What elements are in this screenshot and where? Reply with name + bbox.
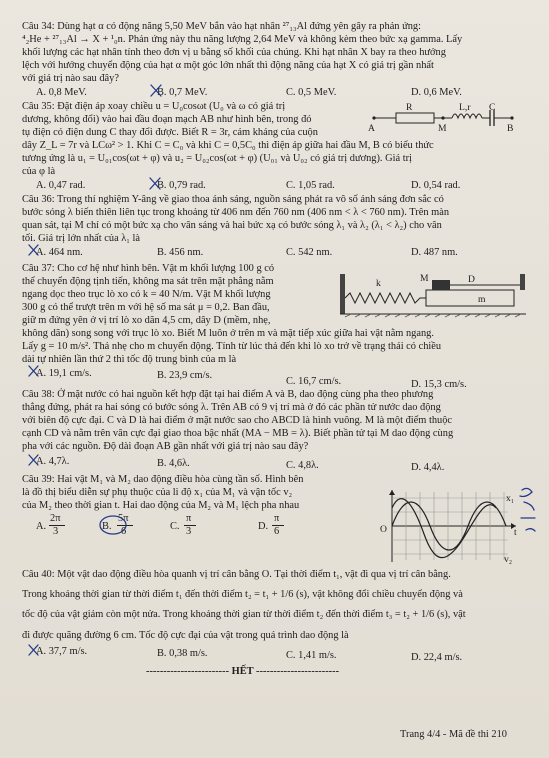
q39-option-a-letter: A. bbox=[36, 521, 47, 532]
q37-line-5: giữ m đứng yên ở vị trí lò xo dãn 4,5 cm, dây D (mềm, nhẹ, bbox=[22, 315, 271, 326]
q35-line-5: tương ứng là u₁ = U₀₁cos(ωt + φ) và u₂ = U₀₂cos(ωt + φ) (U₀₁ và U₀₂ có giá trị dương). Giá trị bbox=[22, 153, 412, 164]
q39-line-1: Câu 39: Hai vật M₁ và M₂ dao động điều hòa cùng tần số. Hình bên bbox=[22, 474, 304, 485]
q37-line-6: không dãn) song song với trục lò xo. Biết M luôn ở trên m và mặt tiếp xúc giữa hai vật nằm ngang. bbox=[22, 328, 434, 339]
q38-line-2: thẳng đứng, phát ra hai sóng có bước sóng λ. Trên AB có 9 vị trí mà ở đó các phần tử nước dao động bbox=[22, 402, 441, 413]
q36-line-4: tối. Giá trị lớn nhất của λ₁ là bbox=[22, 233, 141, 244]
pen-mark-q38-a bbox=[29, 455, 38, 465]
q40-option-b: B. 0,38 m/s. bbox=[157, 648, 208, 659]
figure-label-d: D bbox=[468, 274, 475, 285]
q35-option-a: A. 0,47 rad. bbox=[36, 180, 86, 191]
q38-line-1: Câu 38: Ở mặt nước có hai nguồn kết hợp đặt tại hai điểm A và B, dao động cùng pha theo phương bbox=[22, 389, 434, 400]
q36-option-a: A. 464 nm. bbox=[36, 247, 83, 258]
q38-line-5: pha với các nguồn. Độ dài đoạn AB gần nhất với giá trị nào sau đây? bbox=[22, 441, 309, 452]
q34-option-b: B. 0,7 MeV. bbox=[157, 87, 208, 98]
end-mark: ------------------------ HẾT ------------------------ bbox=[146, 666, 340, 677]
q39-option-c-letter: C. bbox=[170, 521, 180, 532]
q36-line-2: bước sóng λ biến thiên liên tục trong khoảng từ 406 nm đến 760 nm (406 nm < λ < 760 nm). Trên màn bbox=[22, 207, 450, 218]
pen-mark-q40-a bbox=[29, 645, 38, 655]
q39-option-c-den: 3 bbox=[186, 526, 192, 537]
q35-line-2: dương, không đổi) vào hai đầu đoạn mạch AB như hình bên, trong đó bbox=[22, 114, 312, 125]
q35-option-b: B. 0,79 rad. bbox=[157, 180, 206, 191]
q35-line-1: Câu 35: Đặt điện áp xoay chiều u = U₀cosωt (U₀ và ω có giá trị bbox=[22, 101, 286, 112]
q40-line-3: tốc độ của vật giảm còn một nửa. Trong khoảng thời gian từ thời điểm t₂ đến thời điểm t₃ = t₂ + 1/6 (s), vật bbox=[22, 609, 466, 620]
circuit-label-lr: L,r bbox=[459, 102, 471, 113]
q34-line-5: với giá trị nào sau đây? bbox=[22, 73, 119, 84]
circuit-label-a: A bbox=[368, 123, 375, 134]
graph-label-t: t bbox=[514, 527, 517, 538]
circuit-label-b: B bbox=[507, 123, 514, 134]
q39-option-c-num: π bbox=[186, 513, 192, 524]
pen-mark-q34-b bbox=[151, 85, 161, 96]
q36-option-c: C. 542 nm. bbox=[286, 247, 333, 258]
q39-option-d-den: 6 bbox=[274, 526, 280, 537]
pen-circle-q39-b bbox=[100, 516, 126, 534]
q38-option-d: D. 4,4λ. bbox=[411, 462, 445, 473]
q37-option-a: A. 19,1 cm/s. bbox=[36, 368, 92, 379]
q39-option-d-letter: D. bbox=[258, 521, 269, 532]
q39-option-a-den: 3 bbox=[53, 526, 59, 537]
q35-option-d: D. 0,54 rad. bbox=[411, 180, 461, 191]
q37-line-2: thể chuyển động tịnh tiến, không ma sát trên mặt phẳng nằm bbox=[22, 276, 274, 287]
q40-line-1: Câu 40: Một vật dao động điều hòa quanh vị trí cân bằng O. Tại thời điểm t₁, vật đi qua vị trí cân bằng. bbox=[22, 569, 451, 580]
q40-line-4: đi được quãng đường 6 cm. Tốc độ cực đại của vật trong quá trình dao động là bbox=[22, 630, 349, 641]
figure-label-k: k bbox=[376, 278, 381, 289]
page-footer: Trang 4/4 - Mã đề thi 210 bbox=[400, 729, 507, 740]
q37-line-7: Lấy g = 10 m/s². Thả nhẹ cho m chuyển động. Tính từ lúc thả đến khi lò xo trở về trạng thái có chiều bbox=[22, 341, 442, 352]
q36-line-3: quan sát, tại M chỉ có một bức xạ cho vân sáng và hai bức xạ có bước sóng λ₁ và λ₂ (λ₁ < λ₂) cho vân bbox=[22, 220, 442, 231]
q37-line-1: Câu 37: Cho cơ hệ như hình bên. Vật m khối lượng 100 g có bbox=[22, 263, 275, 274]
graph-label-origin: O bbox=[380, 524, 387, 535]
q34-line-3: khối lượng các hạt nhân tính theo đơn vị u bằng số khối của chúng. Khi hạt nhân X bay ra theo hướng bbox=[22, 47, 446, 58]
circuit-label-c: C bbox=[489, 102, 496, 113]
q38-option-b: B. 4,6λ. bbox=[157, 458, 190, 469]
q39-option-b-letter: B. bbox=[102, 521, 112, 532]
circuit-label-m: M bbox=[438, 123, 447, 134]
q39-option-a-num: 2π bbox=[50, 513, 61, 524]
q37-line-8: dài tự nhiên lần thứ 2 thì tốc độ trung bình của m là bbox=[22, 354, 237, 365]
graph-label-x1: x₁ bbox=[506, 493, 515, 504]
q40-line-2: Trong khoảng thời gian từ thời điểm t₁ đến thời điểm t₂ = t₁ + 1/6 (s), vật không đổi chiều chuyển động và bbox=[22, 589, 463, 600]
q40-option-d: D. 22,4 m/s. bbox=[411, 652, 463, 663]
circuit-label-r: R bbox=[406, 102, 413, 113]
q38-line-3: với biên độ cực đại. C và D là hai điểm ở mặt nước sao cho ABCD là hình vuông. M là một điểm thuộc bbox=[22, 415, 453, 426]
q40-option-a: A. 37,7 m/s. bbox=[36, 646, 88, 657]
q39-option-b-den: 6 bbox=[121, 526, 127, 537]
q35-line-3: tụ điện có điện dung C thay đổi được. Biết R = 3r, cảm kháng của cuộn bbox=[22, 127, 318, 138]
q34-line-1: Câu 34: Dùng hạt α có động năng 5,50 MeV bắn vào hạt nhân ²⁷₁₃Al đứng yên gây ra phản ứng: bbox=[22, 21, 422, 32]
q36-line-1: Câu 36: Trong thí nghiệm Y-âng về giao thoa ánh sáng, nguồn sáng phát ra vô số ánh sáng đơn sắc có bbox=[22, 194, 444, 205]
figure-label-m-small: m bbox=[478, 294, 486, 305]
q39-line-3: của M₂ theo thời gian t. Hai dao động của M₂ và M₁ lệch pha nhau bbox=[22, 500, 300, 511]
graph-label-v2: v₂ bbox=[504, 554, 513, 565]
q34-line-4: lệch với hướng chuyển động của hạt α một góc lớn nhất thì động năng của hạt X có giá trị gần nhất bbox=[22, 60, 434, 71]
q39-option-b-num: 5π bbox=[118, 513, 129, 524]
q36-option-b: B. 456 nm. bbox=[157, 247, 204, 258]
q37-option-d: D. 15,3 cm/s. bbox=[411, 379, 467, 390]
q39-option-d-num: π bbox=[274, 513, 280, 524]
q38-option-a: A. 4,7λ. bbox=[36, 456, 70, 467]
q35-line-6: của φ là bbox=[22, 166, 56, 177]
q35-option-c: C. 1,05 rad. bbox=[286, 180, 335, 191]
q38-option-c: C. 4,8λ. bbox=[286, 460, 319, 471]
figure-label-m-large: M bbox=[420, 273, 429, 284]
pen-mark-q35-b bbox=[150, 178, 160, 189]
pen-mark-q36-a bbox=[29, 245, 38, 255]
q37-line-3: ngang dọc theo trục lò xo có k = 40 N/m. Vật M khối lượng bbox=[22, 289, 271, 300]
q40-option-c: C. 1,41 m/s. bbox=[286, 650, 337, 661]
q37-option-b: B. 23,9 cm/s. bbox=[157, 370, 213, 381]
q38-line-4: cạnh CD và nằm trên vân cực đại giao thoa bậc nhất (MA − MB = λ). Biết phần tử tại M dao động cùng bbox=[22, 428, 454, 439]
q39-line-2: là đồ thị biểu diễn sự phụ thuộc của li độ x₁ của M₁ và vận tốc v₂ bbox=[22, 487, 293, 498]
q34-line-2: ⁴₂He + ²⁷₁₃Al → X + ¹₀n. Phản ứng này thu năng lượng 2,64 MeV và không kèm theo bức xạ gamma. Lấy bbox=[22, 34, 463, 45]
q34-option-c: C. 0,5 MeV. bbox=[286, 87, 337, 98]
q34-option-d: D. 0,6 MeV. bbox=[411, 87, 462, 98]
q36-option-d: D. 487 nm. bbox=[411, 247, 458, 258]
q37-option-c: C. 16,7 cm/s. bbox=[286, 376, 342, 387]
pen-mark-q37-a bbox=[29, 366, 38, 376]
q34-option-a: A. 0,8 MeV. bbox=[36, 87, 87, 98]
pen-scribble-margin bbox=[520, 488, 535, 531]
q35-line-4: dây Z_L = 7r và LCω² > 1. Khi C = C₀ và khi C = 0,5C₀ thì điện áp giữa hai đầu M, B có biểu thức bbox=[22, 140, 434, 151]
q37-line-4: 300 g có thể trượt trên m với hệ số ma sát μ = 0,2. Ban đầu, bbox=[22, 302, 270, 313]
